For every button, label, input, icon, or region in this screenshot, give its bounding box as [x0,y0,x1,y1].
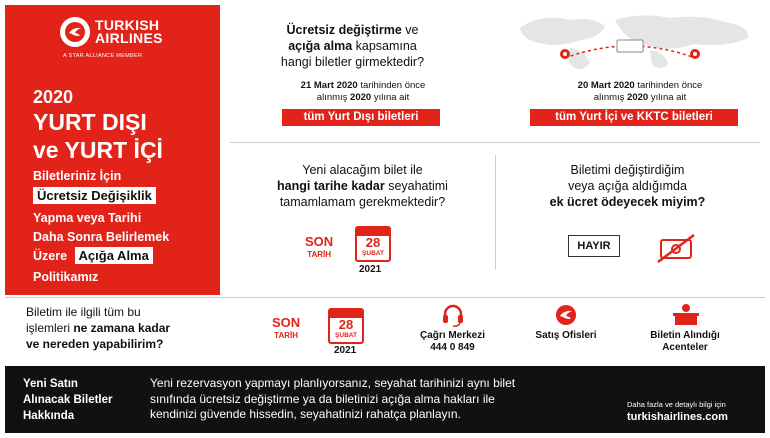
calendar-day: 28 [365,235,381,250]
route-pin-icon [555,36,705,66]
logo-brand-line2: AIRLINES [95,30,163,46]
more-info-label: Daha fazla ve detaylı bilgi için [627,400,726,409]
agencies: Biletin Alındığı Acenteler [650,330,720,353]
deadline-question: Yeni alacağım bilet ile hangi tarihe kadar seyahatimi tamamlamam gerekmektedir? [277,163,448,209]
divider [230,142,760,143]
intl-condition: 21 Mart 2020 tarihinden önce alınmış 2020 yılına ait [300,80,426,103]
divider [5,297,765,298]
call-center-number: 444 0 849 [430,342,475,353]
call-center [405,330,500,354]
deadline-label: SON TARİH [305,234,334,259]
call-center-label: Çağrı Merkezi [419,330,486,341]
where-deadline-label: SON TARİH [272,315,301,340]
promo-panel [5,5,220,295]
domestic-condition: 20 Mart 2020 tarihinden önce alınmış 2020 yılına ait [577,80,703,103]
star-alliance-tagline: A STAR ALLIANCE MEMBER [63,53,143,59]
tickets-question: Ücretsiz değiştirme ve açığa alma kapsamına hangi biletler girmektedir? [280,23,425,69]
turkish-airlines-logo-icon [555,304,577,326]
website-link[interactable]: turkishairlines.com [627,411,728,423]
calendar-icon [355,226,391,262]
open-ticket-badge: Açığa Alma [75,247,153,264]
footer-title: Yeni Satın Alınacak Biletler Hakkında [23,378,113,422]
no-fee-answer: HAYIR [568,235,620,257]
agency-desk-icon [672,302,700,328]
calendar-icon [328,308,364,344]
policy-line-3: Daha Sonra Belirlemek [33,230,170,244]
logo-brand-line1: TURKISH [95,17,160,33]
deadline-year: 2021 [359,264,382,275]
free-change-badge: Ücretsiz Değişiklik [33,187,156,204]
headset-icon [440,302,466,328]
year-heading: 2020 [33,87,74,107]
where-deadline-year: 2021 [334,345,357,356]
headline-domestic: ve YURT İÇİ [33,137,163,163]
where-question: Biletim ile ilgili tüm bu işlemleri ne zamana kadar ve nereden yapabilirim? [26,305,171,351]
calendar-month: ŞUBAT [335,332,357,339]
policy-line-2: Yapma veya Tarihi [33,211,142,225]
calendar-day: 28 [338,317,354,332]
turkish-airlines-logo [60,17,163,47]
headline-international: YURT DIŞI [33,109,147,135]
bird-logo-icon [60,17,90,47]
footer-description: Yeni rezervasyon yapmayı planlıyorsanız, seyahat tarihinizi aynı bilet sınıfında ücretsiz değiştirme ya da biletinizi açığa alma hakları ile kendinizi güvende hissedin, seyahatinizi rahatça planlayın. [150,376,516,421]
footer-bar [5,366,765,433]
policy-line-5: Politikamız [33,270,99,284]
fee-question: Biletimi değiştirdiğim veya açığa aldığımda ek ücret ödeyecek miyim? [549,163,706,209]
sales-offices-label: Satış Ofisleri [535,330,597,341]
policy-line-1: Biletleriniz İçin [33,169,122,183]
intl-tickets-pill: tüm Yurt Dışı biletleri [282,109,440,126]
domestic-tickets-pill: tüm Yurt İçi ve KKTC biletleri [530,109,738,126]
no-money-icon [655,232,697,264]
divider [495,155,496,270]
policy-line-4: Üzere [33,249,68,263]
calendar-month: ŞUBAT [362,250,384,257]
